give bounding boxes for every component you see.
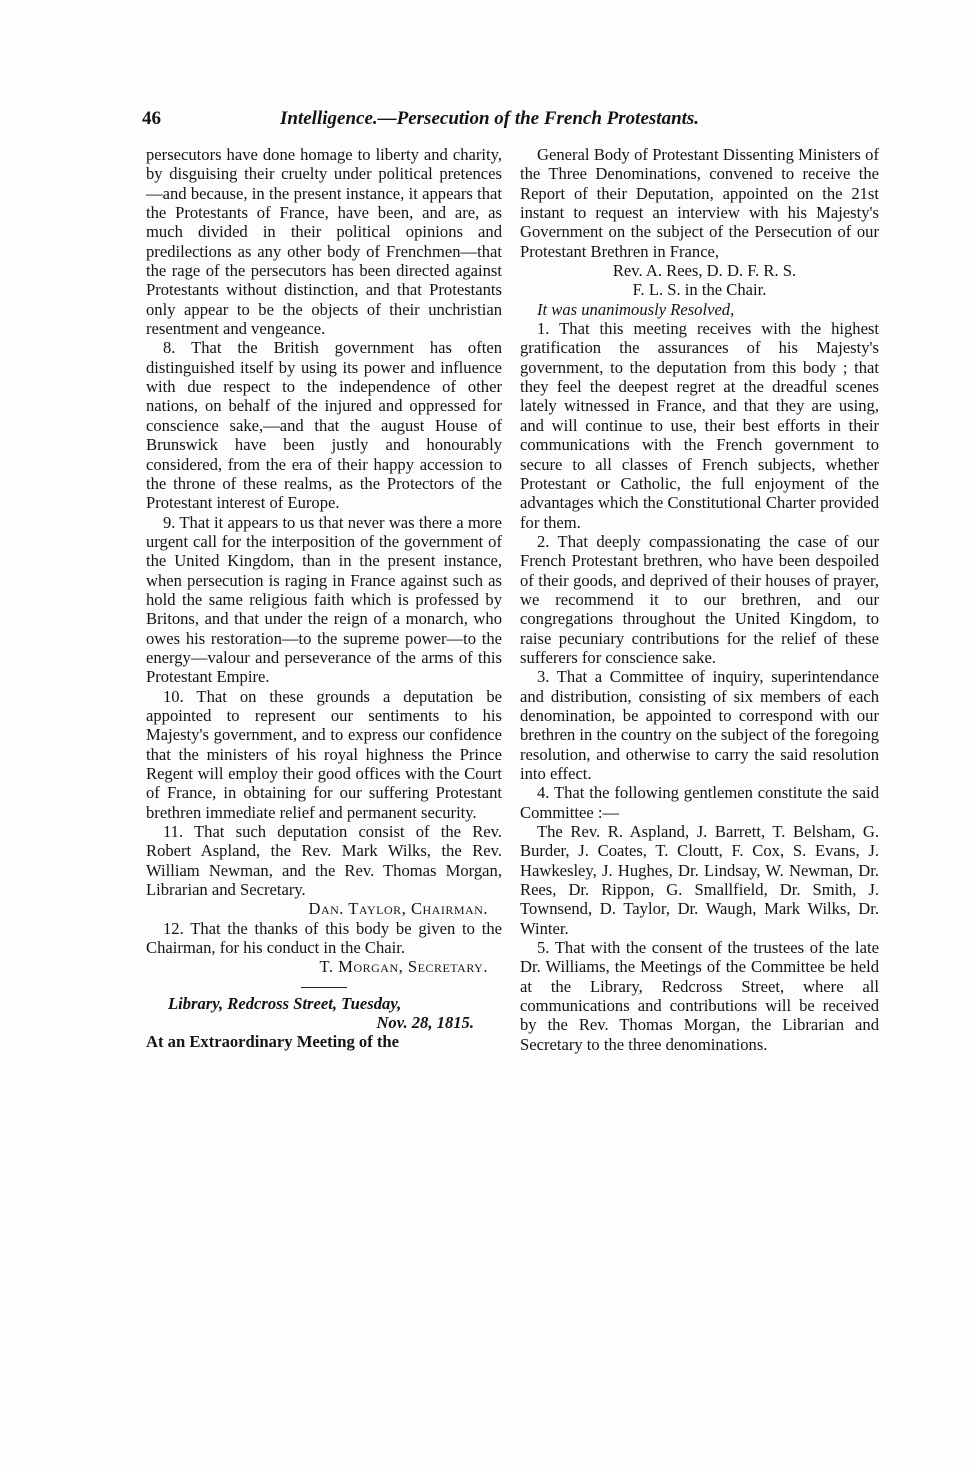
dateline-date: Nov. 28, 1815. xyxy=(376,1013,474,1033)
right-resolution-3: 3. That a Committee of inquiry, superintendance and distribution, consisting of six members of each denomination, be appointed to correspond with our brethren in the country on the subject of the foregoing resolution, and otherwise to carry the said resolution into effect. xyxy=(520,667,879,783)
committee-names: The Rev. R. Aspland, J. Barrett, T. Belsham, G. Burder, J. Coates, T. Cloutt, F. Cox, S. Evans, J. Hawkesley, J. Hughes, Dr. Lindsay, W. Newman, Dr. Rees, Dr. Rippon, G. Smallfield, Dr. Smith, J. Townsend, D. Taylor, Dr. Waugh, Mark Wilks, Dr. Winter. xyxy=(520,822,879,938)
right-resolution-2: 2. That deeply compassionating the case of our French Protestant brethren, who have been despoiled of their goods, and deprived of their houses of prayer, we recommend it to our brethren, and our congregations throughout the United Kingdom, to raise pecuniary contributions for the relief of these sufferers for conscience sake. xyxy=(520,531,879,667)
page-number: 46 xyxy=(142,108,161,129)
section-divider xyxy=(301,987,347,988)
right-resolution-5: 5. That with the consent of the trustees of the late Dr. Williams, the Meetings of the Committee be held at the Library, Redcross Street, where all communications and contributions will be received by the Rev. Thomas Morgan, the Librarian and Secretary to the three denominations. xyxy=(520,938,879,1054)
resolution-11: 11. That such deputation consist of the Rev. Robert Aspland, the Rev. Mark Wilks, the Rev. William Newman, and the Rev. Thomas Morgan, Librarian and Secretary. xyxy=(146,822,502,900)
paragraph-continued: persecutors have done homage to liberty and charity, by disguising their cruelty under political pretences—and because, in the present instance, it appears that the Protestants of France, have been, and are, as much divided in their political opinions and predilections as any other body of Frenchmen—that the rage of the persecutors has been directed against Protestants without distinction, and that Protestants only appear to be the objects of their unchristian resentment and vengeance. xyxy=(146,145,502,339)
left-column xyxy=(146,145,502,1052)
chairman-signature: Dan. Taylor, Chairman. xyxy=(308,899,488,919)
dateline-place: Library, Redcross Street, Tuesday, xyxy=(168,993,402,1013)
resolution-10: 10. That on these grounds a deputation be appointed to represent our sentiments to his Majesty's government, and to express our confidence that the ministers of his royal highness the Prince Regent will employ their good offices with the Court of France, in obtaining for our suffering Protestant brethren immediate relief and permanent security. xyxy=(146,686,502,822)
resolution-12: 12. That the thanks of this body be given to the Chairman, for his conduct in the Chair. xyxy=(146,918,502,958)
resolution-9: 9. That it appears to us that never was there a more urgent call for the interposition of the government of the United Kingdom, than in the present instance, when persecution is raging in France against such as hold the same religious faith which is professed by Britons, and that under the reign of a monarch, who owes his restoration—to the supreme power—to the energy—valour and perseverance of the arms of this Protestant Empire. xyxy=(146,512,502,687)
right-resolution-4: 4. That the following gentlemen constitute the said Committee :— xyxy=(520,783,879,822)
secretary-signature: T. Morgan, Secretary. xyxy=(319,957,488,977)
chair-line-2: F. L. S. in the Chair. xyxy=(632,280,767,300)
page-header xyxy=(142,108,882,132)
right-column xyxy=(520,145,879,1054)
meeting-intro: General Body of Protestant Dissenting Ministers of the Three Denominations, convened to receive the Report of their Deputation, appointed on the 21st instant to request an interview with his Majesty's Government on the subject of the Persecution of our Protestant Brethren in France, xyxy=(520,145,879,261)
resolved-heading: It was unanimously Resolved, xyxy=(537,299,735,319)
right-resolution-1: 1. That this meeting receives with the highest gratification the assurances of his Majesty's government, to the deputation from this body ; that they feel the deepest regret at the dreadful scenes lately witnessed in France, and that they are using, and will continue to use, their best efforts in their communications with the French government to secure to all classes of French subjects, whether Protestant or Catholic, the full enjoyment of the advantages which the Constitutional Charter provided for them. xyxy=(520,319,879,532)
chair-line-1: Rev. A. Rees, D. D. F. R. S. xyxy=(612,261,797,281)
resolution-8: 8. That the British government has often distinguished itself by using its power and influence with due respect to the independence of other nations, on behalf of the injured and oppressed for conscience sake,—and that the august House of Brunswick have been justly and honourably considered, from the era of their happy accession to the throne of these realms, as the Protectors of the Protestant interest of Europe. xyxy=(146,338,502,513)
meeting-heading: At an Extraordinary Meeting of the xyxy=(146,1032,400,1052)
running-title: Intelligence.—Persecution of the French Protestants. xyxy=(280,108,700,129)
